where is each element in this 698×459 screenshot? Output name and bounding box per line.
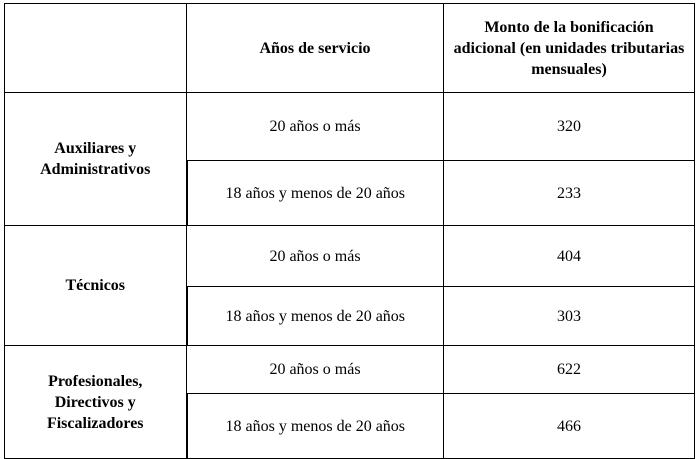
amount-cell: 233 (444, 161, 695, 226)
years-cell: 18 años y menos de 20 años (187, 394, 444, 459)
years-cell: 20 años o más (187, 226, 444, 287)
amount-cell: 404 (444, 226, 695, 287)
header-cell-amount: Monto de la bonificación adicional (en unidades tributarias mensuales) (444, 4, 695, 93)
table-header-row (5, 4, 695, 93)
header-cell-empty (5, 4, 187, 93)
years-cell: 18 años y menos de 20 años (187, 287, 444, 346)
years-cell: 20 años o más (187, 93, 444, 161)
bonus-table (4, 3, 695, 459)
amount-cell: 622 (444, 346, 695, 394)
header-cell-years: Años de servicio (187, 4, 444, 93)
years-cell: 20 años o más (187, 346, 444, 394)
amount-cell: 466 (444, 394, 695, 459)
table-row (5, 226, 695, 287)
group-cell-profesionales: Profesionales, Directivos y Fiscalizadores (5, 346, 187, 459)
table-row (5, 93, 695, 161)
amount-cell: 303 (444, 287, 695, 346)
group-cell-tecnicos: Técnicos (5, 226, 187, 346)
years-cell: 18 años y menos de 20 años (187, 161, 444, 226)
amount-cell: 320 (444, 93, 695, 161)
table-row (5, 346, 695, 394)
group-cell-auxiliares: Auxiliares y Administrativos (5, 93, 187, 226)
